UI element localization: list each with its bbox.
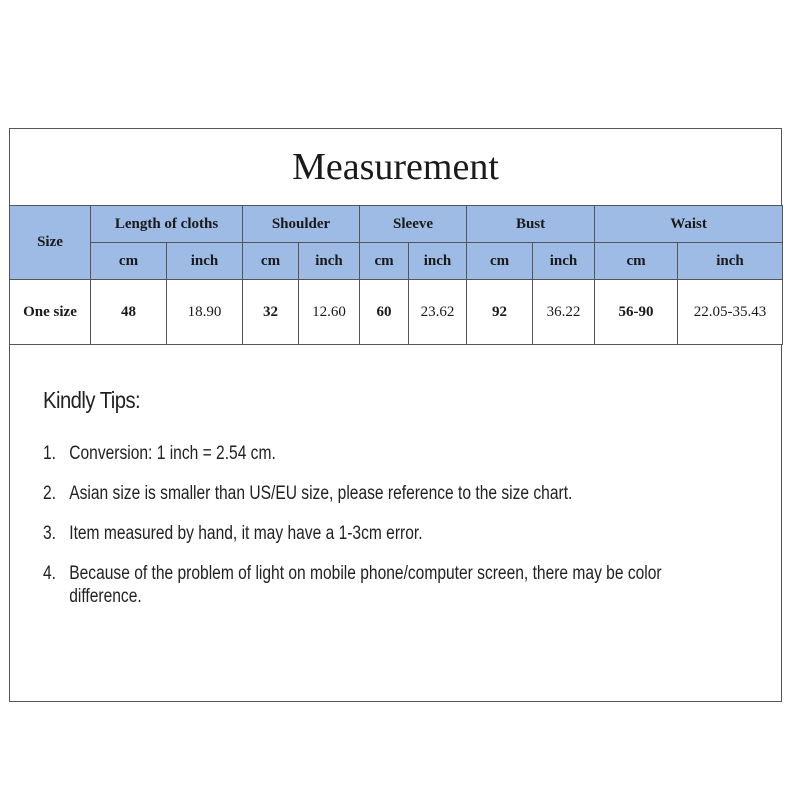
unit-header: inch xyxy=(167,243,243,280)
list-item xyxy=(43,442,709,465)
size-cell: One size xyxy=(10,280,91,345)
shoulder-inch-cell: 12.60 xyxy=(299,280,360,345)
tips-title: Kindly Tips: xyxy=(43,387,141,413)
tip-text: Because of the problem of light on mobile phone/computer screen, there may be color difference. xyxy=(69,563,662,607)
header-length: Length of cloths xyxy=(91,206,243,243)
tip-number: 2. xyxy=(43,483,57,504)
tip-number: 4. xyxy=(43,563,57,584)
size-header: Size xyxy=(10,206,91,280)
shoulder-cm-cell: 32 xyxy=(243,280,299,345)
tip-text: Item measured by hand, it may have a 1-3cm error. xyxy=(69,523,423,544)
unit-header: cm xyxy=(467,243,533,280)
size-chart-frame xyxy=(9,128,782,702)
header-row-units xyxy=(10,243,783,280)
chart-title: Measurement xyxy=(10,129,781,206)
tip-text: Asian size is smaller than US/EU size, please reference to the size chart. xyxy=(69,483,573,504)
list-item xyxy=(43,522,709,545)
length-cm-cell: 48 xyxy=(91,280,167,345)
tip-number: 1. xyxy=(43,443,57,464)
header-waist: Waist xyxy=(595,206,783,243)
unit-header: cm xyxy=(91,243,167,280)
header-sleeve: Sleeve xyxy=(360,206,467,243)
bust-inch-cell: 36.22 xyxy=(533,280,595,345)
kindly-tips xyxy=(43,387,800,625)
waist-inch-cell: 22.05-35.43 xyxy=(678,280,783,345)
tip-number: 3. xyxy=(43,523,57,544)
unit-header: cm xyxy=(360,243,409,280)
table-row xyxy=(10,280,783,345)
size-table xyxy=(9,205,783,345)
tip-text: Conversion: 1 inch = 2.54 cm. xyxy=(69,443,276,464)
length-inch-cell: 18.90 xyxy=(167,280,243,345)
unit-header: inch xyxy=(533,243,595,280)
list-item xyxy=(43,562,709,608)
unit-header: inch xyxy=(299,243,360,280)
sleeve-inch-cell: 23.62 xyxy=(409,280,467,345)
unit-header: cm xyxy=(243,243,299,280)
unit-header: inch xyxy=(409,243,467,280)
header-row-groups xyxy=(10,206,783,243)
sleeve-cm-cell: 60 xyxy=(360,280,409,345)
header-bust: Bust xyxy=(467,206,595,243)
unit-header: cm xyxy=(595,243,678,280)
list-item xyxy=(43,482,709,505)
unit-header: inch xyxy=(678,243,783,280)
bust-cm-cell: 92 xyxy=(467,280,533,345)
waist-cm-cell: 56-90 xyxy=(595,280,678,345)
header-shoulder: Shoulder xyxy=(243,206,360,243)
